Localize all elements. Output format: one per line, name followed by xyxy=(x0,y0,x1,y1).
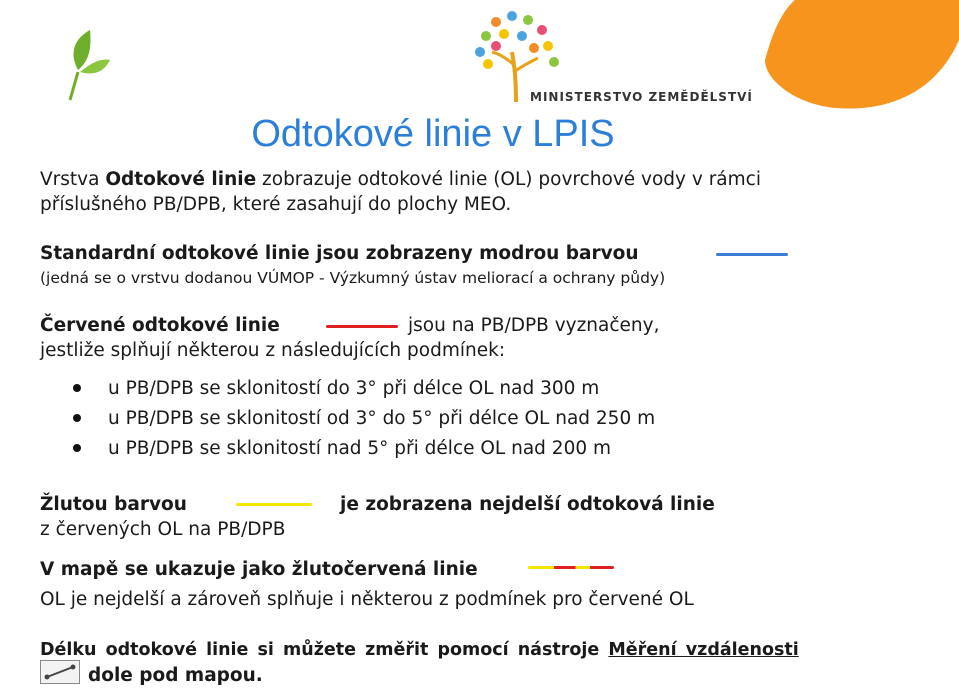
yellow-after: je zobrazena nejdelší odtoková linie xyxy=(340,494,715,515)
intro-line-2: příslušného PB/DPB, které zasahují do plochy MEO. xyxy=(40,194,512,215)
standard-line-2: (jedná se o vrstvu dodanou VÚMOP - Výzkumný ústav meliorací a ochrany půdy) xyxy=(40,269,666,287)
yellow-red-line-sample xyxy=(528,566,614,569)
blue-line-sample xyxy=(716,253,788,256)
ruler-icon[interactable] xyxy=(40,660,80,684)
measure-line-2: dole pod mapou. xyxy=(88,665,263,686)
red-line-sample xyxy=(326,325,398,328)
red-line-2: jestliže splňují některou z následujících podmínek: xyxy=(40,340,506,361)
red-label: Červené odtokové linie xyxy=(40,315,280,336)
condition-bullet xyxy=(73,414,81,422)
intro-line-1 xyxy=(40,168,761,192)
red-after: jsou na PB/DPB vyznačeny, xyxy=(408,315,660,336)
orange-corner-shape xyxy=(765,0,959,112)
ministry-name: MINISTERSTVO ZEMĚDĚLSTVÍ xyxy=(530,90,753,104)
left-logo xyxy=(0,0,120,120)
intro-rest: zobrazuje odtokové linie (OL) povrchové vody v rámci xyxy=(256,169,761,190)
map-line-1: V mapě se ukazuje jako žlutočervená linie xyxy=(40,559,478,580)
condition-bullet xyxy=(73,384,81,392)
condition-item: u PB/DPB se sklonitostí do 3° při délce OL nad 300 m xyxy=(108,378,600,399)
condition-bullet xyxy=(73,444,81,452)
yellow-label: Žlutou barvou xyxy=(40,494,187,515)
condition-item: u PB/DPB se sklonitostí nad 5° při délce OL nad 200 m xyxy=(108,438,612,459)
measure-tool-link[interactable]: Měření vzdálenosti xyxy=(608,640,799,660)
measure-text: Délku odtokové linie si můžete změřit pomocí nástroje xyxy=(40,640,600,660)
intro-prefix: Vrstva xyxy=(40,169,106,190)
yellow-line-sample xyxy=(236,503,312,506)
page-title: Odtokové linie v LPIS xyxy=(251,113,615,155)
measure-line-1 xyxy=(40,638,799,662)
standard-line-1: Standardní odtokové linie jsou zobrazeny modrou barvou xyxy=(40,243,639,264)
yellow-line-2: z červených OL na PB/DPB xyxy=(40,519,286,540)
condition-item: u PB/DPB se sklonitostí od 3° do 5° při délce OL nad 250 m xyxy=(108,408,656,429)
map-line-2: OL je nejdelší a zároveň splňuje i některou z podmínek pro červené OL xyxy=(40,589,694,610)
intro-bold: Odtokové linie xyxy=(105,169,257,190)
